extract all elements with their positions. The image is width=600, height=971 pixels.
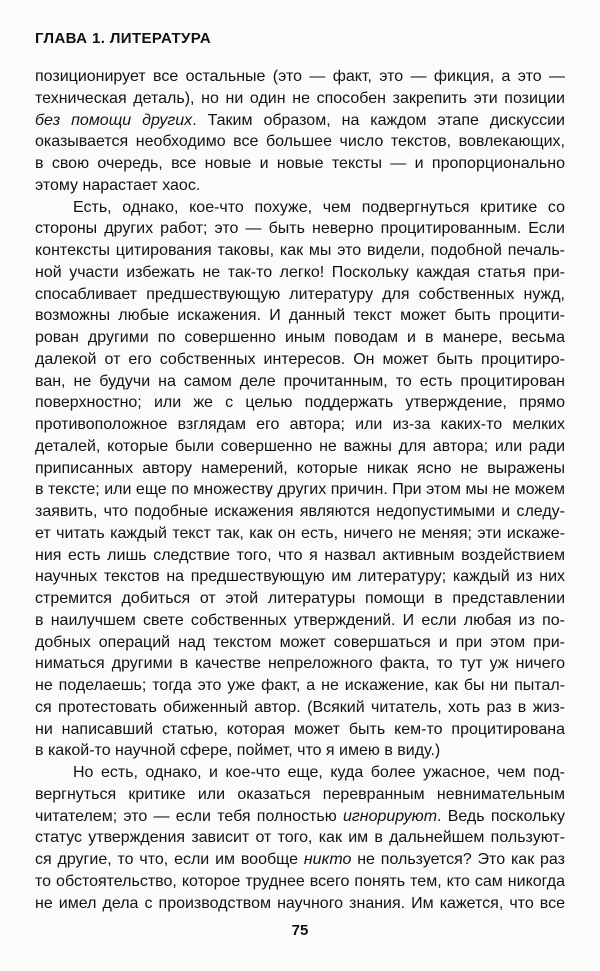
italic-text-segment: без помощи других bbox=[35, 111, 193, 129]
text-line bbox=[35, 153, 565, 175]
text-segment: не поделаешь; тогда это уже факт, а не искажение, как бы ни пытал- bbox=[35, 677, 565, 694]
text-segment: в какой-то научной сфере, поймет, что я имею в виду.) bbox=[35, 742, 441, 760]
text-line bbox=[35, 523, 565, 545]
text-segment: читателем; это — если тебя полностью bbox=[35, 807, 343, 825]
text-line bbox=[35, 371, 565, 393]
text-line bbox=[35, 66, 565, 88]
text-segment: стороны других работ; это — быть неверно процитированным. Если bbox=[35, 220, 565, 238]
text-line bbox=[35, 653, 565, 675]
text-line bbox=[35, 501, 565, 523]
text-segment: ния есть лишь следствие того, что я назвал активным воздействием bbox=[35, 546, 565, 564]
text-line bbox=[35, 414, 565, 436]
text-segment: заявить, что подобные искажения являются недопустимыми и следу- bbox=[35, 503, 565, 520]
text-segment: поверхностно; или же с целью поддержать утверждение, прямо bbox=[35, 394, 565, 412]
text-segment: возможны любые искажения. И данный текст может быть процити- bbox=[35, 307, 565, 325]
text-segment: не пользуется? Это как раз bbox=[351, 851, 565, 868]
page-number: 75 bbox=[291, 922, 309, 939]
text-segment: . Таким образом, на каждом этапе дискуссии bbox=[192, 111, 565, 129]
text-segment: в свою очередь, все новые и новые тексты — и пропорционально bbox=[35, 155, 565, 172]
text-segment: не имел дела с производством научного знания. Им кажется, что все bbox=[35, 894, 565, 912]
text-line bbox=[35, 827, 565, 849]
text-line bbox=[35, 305, 565, 327]
text-segment: то обстоятельство, которое труднее всего понять тем, кто сам никогда bbox=[35, 872, 565, 890]
text-segment: научных текстов на предшествующую им литературу; каждый из них bbox=[35, 568, 565, 586]
text-segment: позиционирует все остальные (это — факт, это — фикция, а это — bbox=[35, 68, 565, 85]
text-line bbox=[35, 436, 565, 458]
text-segment: ся другие, то что, если им вообще bbox=[35, 851, 304, 868]
text-line bbox=[35, 175, 565, 197]
text-segment: приписанных автору намерений, которые никак ясно не выражены bbox=[35, 459, 565, 477]
body-text bbox=[35, 66, 565, 914]
text-line bbox=[35, 110, 565, 132]
text-segment: деталей, которые были совершенно не важны для автора; или ради bbox=[35, 437, 565, 455]
italic-text-segment: игнорируют bbox=[343, 807, 438, 825]
text-line bbox=[35, 762, 565, 784]
text-line bbox=[35, 871, 565, 893]
text-line bbox=[35, 262, 565, 284]
text-segment: ной участи избежать не так-то легко! Поскольку каждая статья при- bbox=[35, 263, 565, 281]
text-segment: этому нарастает хаос. bbox=[35, 176, 201, 194]
text-line bbox=[35, 610, 565, 632]
text-line bbox=[35, 240, 565, 262]
text-line bbox=[35, 697, 565, 719]
text-line bbox=[35, 806, 565, 828]
text-segment: стремится добиться от этой литературы помощи в представлении bbox=[35, 590, 565, 607]
text-line bbox=[35, 740, 565, 762]
text-line bbox=[35, 545, 565, 567]
text-segment: ся протестовать обиженный автор. (Всякий читатель, хоть раз в жиз- bbox=[35, 698, 565, 716]
text-line bbox=[35, 566, 565, 588]
text-segment: контексты цитирования таковы, как мы это видели, подобной печаль- bbox=[35, 242, 565, 259]
text-segment: далекой от его собственных интересов. Он может быть процитиро- bbox=[35, 350, 565, 368]
chapter-running-head: ГЛАВА 1. ЛИТЕРАТУРА bbox=[35, 30, 212, 47]
text-segment: вергнуться критике или оказаться перевранным невнимательным bbox=[35, 785, 565, 803]
text-line bbox=[35, 349, 565, 371]
text-line bbox=[35, 719, 565, 741]
text-line bbox=[35, 131, 565, 153]
text-segment: техническая деталь), но ни один не способен закрепить эти позиции bbox=[35, 89, 565, 107]
text-line bbox=[35, 392, 565, 414]
text-segment: ни написавший статью, которая может быть кем-то процитирована bbox=[35, 720, 565, 738]
text-line bbox=[35, 88, 565, 110]
text-segment: оказывается необходимо все большее число текстов, вовлекающих, bbox=[35, 133, 565, 151]
text-segment: рован другими по совершенно иным поводам и в манере, весьма bbox=[35, 329, 565, 346]
text-segment: Есть, однако, кое-что похуже, чем подвергнуться критике со bbox=[73, 198, 565, 216]
text-line bbox=[35, 479, 565, 501]
text-line bbox=[35, 588, 565, 610]
text-segment: ниматься другими в качестве непреложного факта, то тут уж ничего bbox=[35, 655, 565, 673]
text-segment: ет читать каждый текст так, как он есть, ничего не меняя; эти искаже- bbox=[35, 524, 565, 542]
text-line bbox=[35, 218, 565, 240]
text-segment: противоположное взглядам его автора; или из-за каких-то мелких bbox=[35, 416, 565, 433]
text-segment: ван, не будучи на самом деле прочитанным, то есть процитирован bbox=[35, 372, 565, 390]
text-line bbox=[35, 197, 565, 219]
text-line bbox=[35, 458, 565, 480]
text-line bbox=[35, 893, 565, 915]
text-line bbox=[35, 784, 565, 806]
text-line bbox=[35, 849, 565, 871]
text-segment: в тексте; или еще по множеству других причин. При этом мы не можем bbox=[35, 481, 565, 499]
text-segment: Но есть, однако, и кое-что еще, куда более ужасное, чем под- bbox=[73, 764, 565, 781]
text-line bbox=[35, 284, 565, 306]
text-segment: спосабливает предшествующую литературу для собственных нужд, bbox=[35, 285, 565, 303]
text-line bbox=[35, 632, 565, 654]
italic-text-segment: никто bbox=[303, 851, 352, 868]
text-segment: добных операций над текстом может совершаться и при этом при- bbox=[35, 633, 565, 651]
text-segment: статус утверждения зависит от того, как им в дальнейшем пользуют- bbox=[35, 829, 565, 847]
text-line bbox=[35, 675, 565, 697]
text-segment: в наилучшем свете собственных утверждений. И если любая из по- bbox=[35, 611, 565, 629]
text-segment: . Ведь поскольку bbox=[437, 807, 565, 825]
text-line bbox=[35, 327, 565, 349]
